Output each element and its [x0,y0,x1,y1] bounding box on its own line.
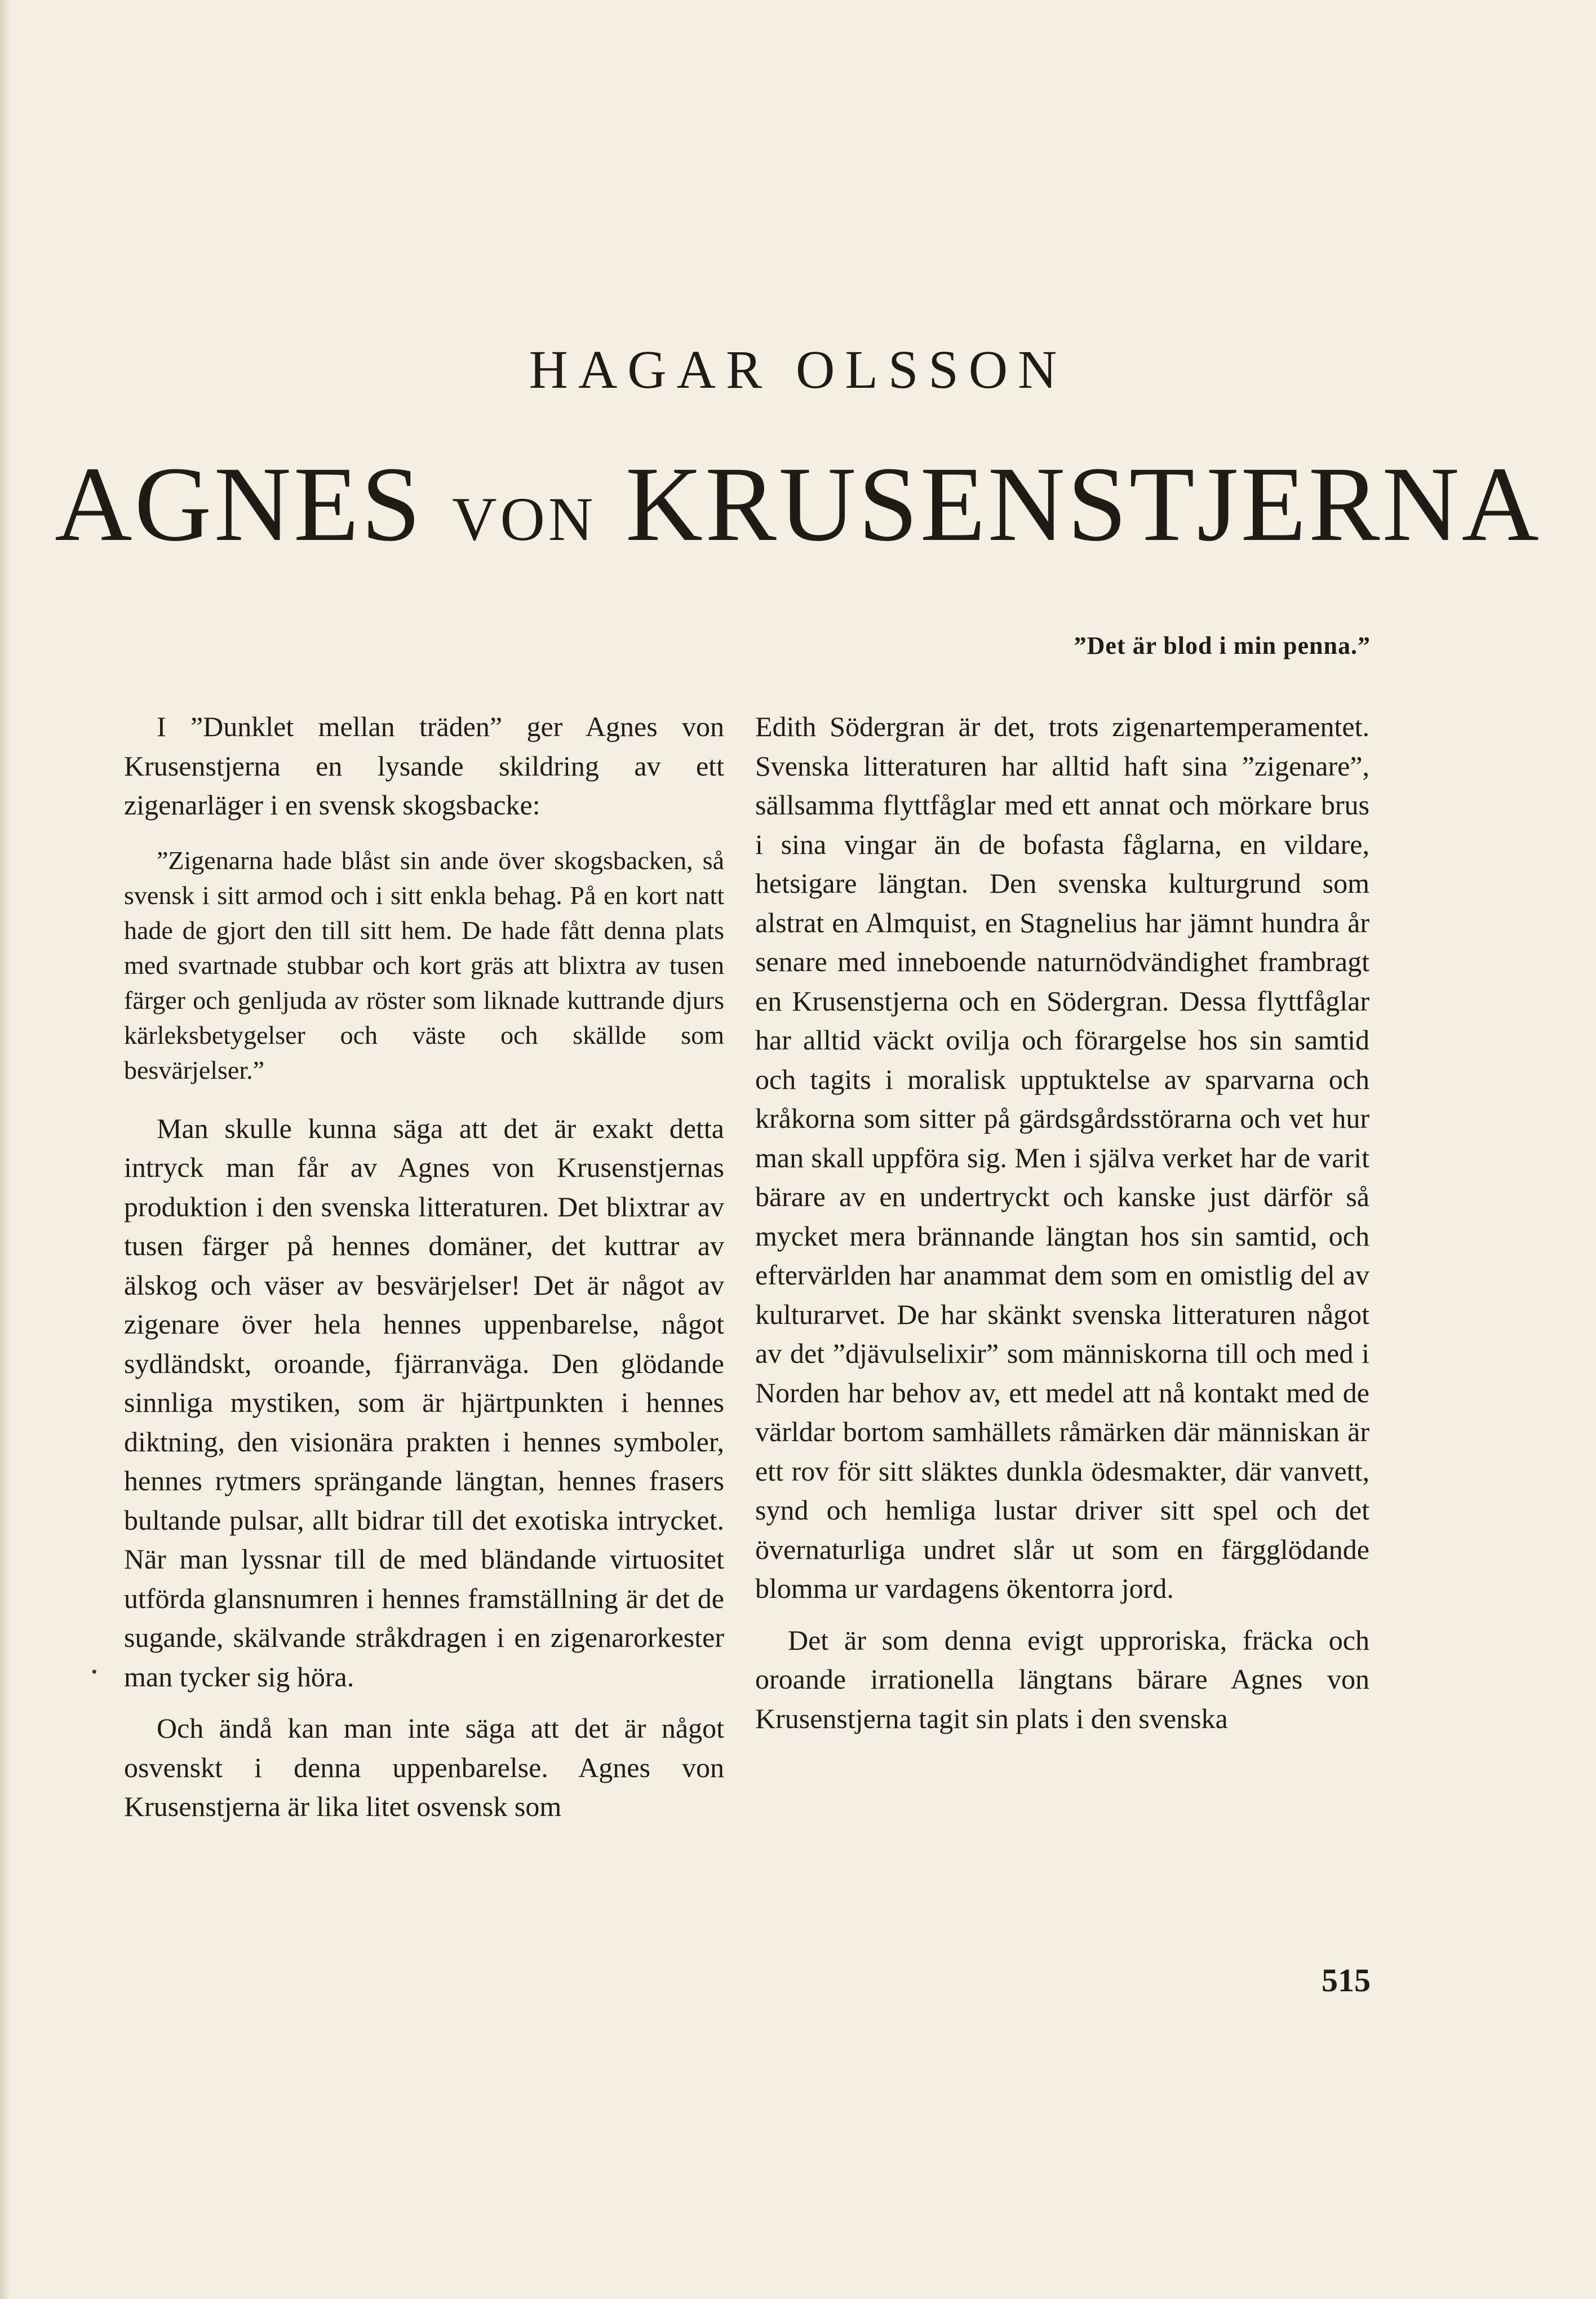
left-paragraph-1: I ”Dunklet mellan träden” ger Agnes von Krusenstjerna en lysande skildring av ett zigenarläger i en svensk skogsbacke: [124,711,724,821]
right-paragraph-1: Edith Södergran är det, trots zigenartemperamentet. Svenska litteraturen har alltid haft sina ”zigenare”, sällsamma flyttfåglar med ett annat och mörkare brus i sina vingar än de bofasta fåglarna, en vildare, hetsigare längtan. Den svenska kulturgrund som alstrat en Almquist, en Stagnelius har jämnt hundra år senare med inneboende naturnödvändighet frambragt en Krusenstjerna och en Södergran. Dessa flyttfåglar har alltid väckt ovilja och förargelse hos sin samtid och tagits i moralisk upptuktelse av sparvarna och kråkorna som sitter på gärdsgårdsstörarna och vet hur man skall uppföra sig. Men i själva verket har de varit bärare av en undertryckt och kanske just därför så mycket mera brännande längtan hos sin samtid, och eftervärlden har anammat dem som en omistlig del av kulturarvet. De har skänkt svenska litteraturen något av det ”djävulselixir” som människorna till och med i Norden har behov av, ett medel att nå kontakt med de världar bortom samhällets råmärken där människan är ett rov för sitt släktes dunkla ödesmakter, där vanvett, synd och hemliga lustar driver sitt spel och det övernaturliga undret slår ut som en färgglödande blomma ur vardagens ökentorra jord. [755,711,1369,1604]
title-first-name: AGNES [55,445,423,564]
margin-mark: • [91,1663,97,1681]
epigraph: ”Det är blod i min penna.” [1074,632,1371,659]
author-name: HAGAR OLSSON [529,339,1067,400]
left-column [124,707,724,1827]
block-quote: ”Zigenarna hade blåst sin ande över skogsbacken, så svensk i sitt armod och i sitt enkla behag. På en kort natt hade de gjort den till sitt hem. De hade fått denna plats med svartnade stubbar och kort gräs att blixtra av tusen färger och genljuda av röster som liknade kuttrande djurs kärleksbetygelser och väste och skällde som besvärjelser.” [124,845,724,1084]
right-paragraph-2: Det är som denna evigt upproriska, fräcka och oroande irrationella längtans bärare Agnes von Krusenstjerna tagit sin plats i den svenska [755,1624,1369,1734]
right-column [755,707,1369,1738]
left-paragraph-3: Och ändå kan man inte säga att det är något osvenskt i denna uppenbarelse. Agnes von Krusenstjerna är lika litet osvensk som [124,1712,724,1822]
left-paragraph-2: Man skulle kunna säga att det är exakt detta intryck man får av Agnes von Krusenstjernas produktion i den svenska litteraturen. Det blixtrar av tusen färger på hennes domäner, det kuttrar av älskog och väser av besvärjelser! Det är något av zigenare över hela hennes uppenbarelse, något sydländskt, oroande, fjärranväga. Den glödande sinnliga mystiken, som är hjärtpunkten i hennes diktning, den visionära prakten i hennes symboler, hennes rytmers sprängande längtan, hennes frasers bultande pulsar, allt bidrar till det exotiska intrycket. När man lyssnar till de med bländande virtuositet utförda glansnumren i hennes framställning är det de sugande, skälvande stråkdragen i en zigenarorkester man tycker sig höra. [124,1112,724,1693]
title-surname: KRUSENSTJERNA [625,445,1541,564]
page-number: 515 [1322,1962,1371,1999]
article-title [0,445,1596,564]
title-particle: VON [452,485,597,553]
